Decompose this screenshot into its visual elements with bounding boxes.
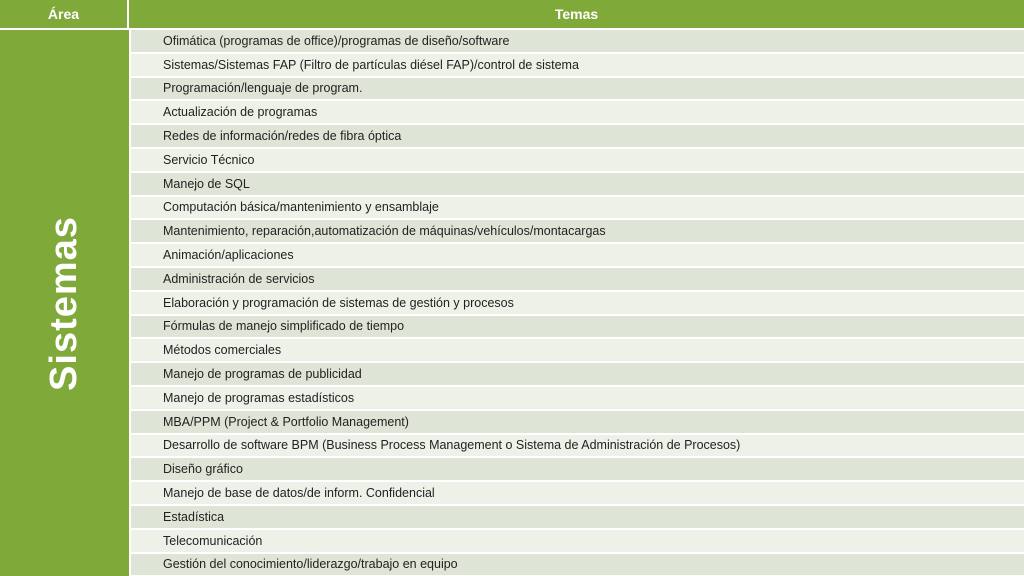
table-row: Diseño gráfico [131, 458, 1024, 480]
table-row: Ofimática (programas de office)/programas de diseño/software [131, 30, 1024, 52]
table-row: Telecomunicación [131, 530, 1024, 552]
table-row: Desarrollo de software BPM (Business Process Management o Sistema de Administración de Procesos) [131, 435, 1024, 457]
temas-column-header: Temas [129, 0, 1024, 28]
table-row: Manejo de programas de publicidad [131, 363, 1024, 385]
area-column-header: Área [0, 0, 129, 28]
table-row: Actualización de programas [131, 101, 1024, 123]
table-row: MBA/PPM (Project & Portfolio Management) [131, 411, 1024, 433]
table-row: Métodos comerciales [131, 339, 1024, 361]
table-row: Sistemas/Sistemas FAP (Filtro de partículas diésel FAP)/control de sistema [131, 54, 1024, 76]
table-header [0, 0, 1024, 28]
table-row: Programación/lenguaje de program. [131, 78, 1024, 100]
area-cell [0, 30, 129, 576]
table-row: Computación básica/mantenimiento y ensamblaje [131, 197, 1024, 219]
table-row: Fórmulas de manejo simplificado de tiempo [131, 316, 1024, 338]
table-row: Animación/aplicaciones [131, 244, 1024, 266]
table-row: Manejo de SQL [131, 173, 1024, 195]
table-row: Mantenimiento, reparación,automatización de máquinas/vehículos/montacargas [131, 220, 1024, 242]
table-row: Estadística [131, 506, 1024, 528]
table-row: Manejo de base de datos/de inform. Confidencial [131, 482, 1024, 504]
table-row: Servicio Técnico [131, 149, 1024, 171]
table-row: Elaboración y programación de sistemas de gestión y procesos [131, 292, 1024, 314]
topics-list [131, 30, 1024, 576]
table-row: Manejo de programas estadísticos [131, 387, 1024, 409]
table-row: Administración de servicios [131, 268, 1024, 290]
table-row: Redes de información/redes de fibra óptica [131, 125, 1024, 147]
area-name: Sistemas [43, 215, 86, 391]
table-row: Gestión del conocimiento/liderazgo/trabajo en equipo [131, 554, 1024, 576]
